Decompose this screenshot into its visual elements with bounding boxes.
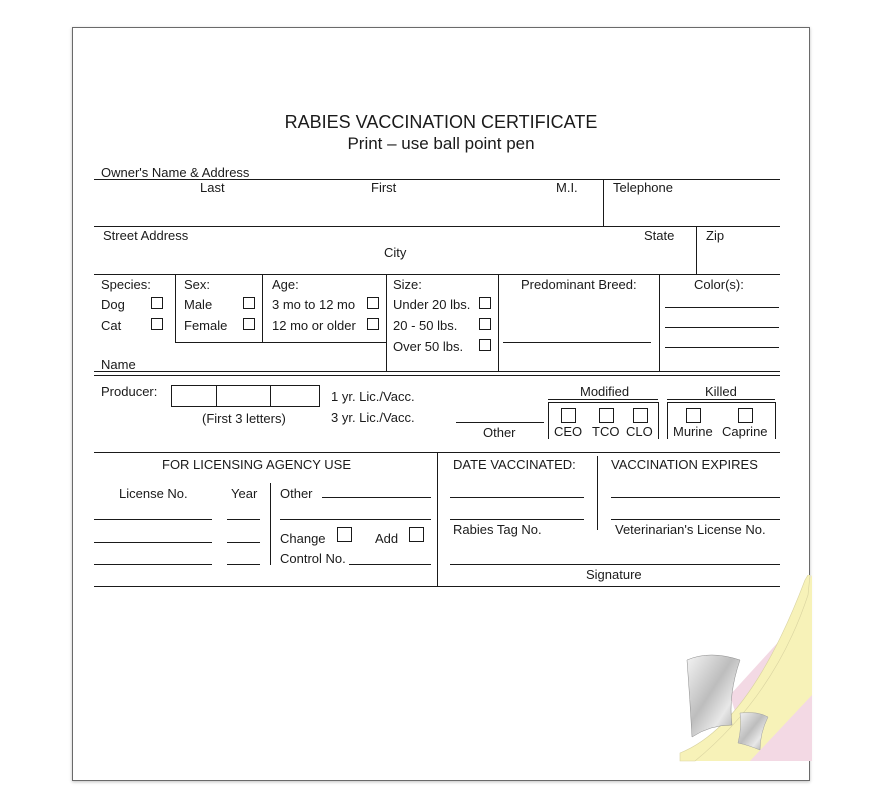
size-small-checkbox[interactable] <box>479 297 491 309</box>
street-address-label: Street Address <box>103 228 189 243</box>
page-curl-corner <box>600 575 815 790</box>
modified-clo-label: CLO <box>626 424 653 439</box>
license-no-line-1[interactable] <box>94 519 212 520</box>
killed-label: Killed <box>705 384 737 399</box>
age-young-label: 3 mo to 12 mo <box>272 297 356 312</box>
change-checkbox[interactable] <box>337 527 352 542</box>
pet-name-label: Name <box>101 357 136 372</box>
breed-label: Predominant Breed: <box>521 277 637 292</box>
age-adult-checkbox[interactable] <box>367 318 379 330</box>
size-small-label: Under 20 lbs. <box>393 297 471 312</box>
vaccination-expires-label: VACCINATION EXPIRES <box>611 457 758 472</box>
add-label: Add <box>375 531 399 546</box>
modified-clo-checkbox[interactable] <box>633 408 648 423</box>
signature-line[interactable] <box>450 564 780 565</box>
add-checkbox[interactable] <box>409 527 424 542</box>
pet-row-double-line <box>94 375 780 376</box>
date-vaccinated-label: DATE VACCINATED: <box>453 457 576 472</box>
modified-group-top <box>548 402 658 403</box>
color-input-line-2[interactable] <box>665 327 779 328</box>
producer-hint: (First 3 letters) <box>202 411 286 426</box>
owner-section-label: Owner's Name & Address <box>101 165 250 180</box>
producer-letter-box-3[interactable] <box>270 385 320 407</box>
control-no-label: Control No. <box>280 551 346 566</box>
size-large-label: Over 50 lbs. <box>393 339 464 354</box>
agency-other-line-2[interactable] <box>280 519 431 520</box>
form-subtitle: Print – use ball point pen <box>347 134 535 153</box>
age-adult-label: 12 mo or older <box>272 318 356 333</box>
species-label: Species: <box>101 277 151 292</box>
pet-name-line[interactable] <box>94 371 780 372</box>
vaccination-expires-line[interactable] <box>611 497 780 498</box>
telephone-label: Telephone <box>613 180 673 195</box>
mi-label: M.I. <box>556 180 578 195</box>
form-title: RABIES VACCINATION CERTIFICATE <box>284 112 598 132</box>
colors-label: Color(s): <box>694 277 744 292</box>
city-label: City <box>384 245 407 260</box>
date-expires-divider <box>597 456 598 530</box>
modified-ceo-checkbox[interactable] <box>561 408 576 423</box>
change-label: Change <box>280 531 326 546</box>
killed-group-right <box>775 402 776 439</box>
age-young-checkbox[interactable] <box>367 297 379 309</box>
sex-age-bottom-line <box>175 342 387 343</box>
killed-group-left <box>667 402 668 439</box>
license-no-line-3[interactable] <box>94 564 212 565</box>
age-size-divider <box>386 275 387 371</box>
modified-label: Modified <box>580 384 630 399</box>
killed-caprine-checkbox[interactable] <box>738 408 753 423</box>
sex-male-checkbox[interactable] <box>243 297 255 309</box>
license-no-line-2[interactable] <box>94 542 212 543</box>
species-cat-checkbox[interactable] <box>151 318 163 330</box>
species-dog-checkbox[interactable] <box>151 297 163 309</box>
sex-female-checkbox[interactable] <box>243 318 255 330</box>
sex-age-divider <box>262 275 263 343</box>
killed-header-line <box>667 399 775 400</box>
telephone-divider <box>603 179 604 226</box>
size-medium-label: 20 - 50 lbs. <box>393 318 458 333</box>
species-cat-label: Cat <box>101 318 122 333</box>
vaccination-expires-line-2[interactable] <box>611 519 780 520</box>
year-label: Year <box>231 486 258 501</box>
modified-ceo-label: CEO <box>554 424 583 439</box>
color-input-line-3[interactable] <box>665 347 779 348</box>
name-row-line[interactable] <box>94 226 780 227</box>
producer-letter-box-2[interactable] <box>216 385 271 407</box>
state-label: State <box>644 228 675 243</box>
modified-group-left <box>548 402 549 439</box>
age-label: Age: <box>272 277 299 292</box>
control-no-line[interactable] <box>349 564 431 565</box>
agency-other-label: Other <box>280 486 313 501</box>
license-3yr-label: 3 yr. Lic./Vacc. <box>331 410 415 425</box>
other-vaccine-label: Other <box>483 425 516 440</box>
killed-murine-label: Murine <box>673 424 713 439</box>
other-vaccine-line[interactable] <box>456 422 544 423</box>
zip-label: Zip <box>706 228 725 243</box>
breed-color-divider <box>659 275 660 371</box>
first-name-label: First <box>371 180 397 195</box>
zip-divider <box>696 226 697 274</box>
killed-murine-checkbox[interactable] <box>686 408 701 423</box>
year-line-2[interactable] <box>227 542 260 543</box>
year-line-3[interactable] <box>227 564 260 565</box>
size-large-checkbox[interactable] <box>479 339 491 351</box>
sex-label: Sex: <box>184 277 211 292</box>
agency-title: FOR LICENSING AGENCY USE <box>162 457 352 472</box>
producer-letter-box-1[interactable] <box>171 385 217 407</box>
agency-other-line[interactable] <box>322 497 431 498</box>
year-line-1[interactable] <box>227 519 260 520</box>
rabies-tag-label: Rabies Tag No. <box>453 522 542 537</box>
modified-header-line <box>548 399 658 400</box>
species-dog-label: Dog <box>101 297 125 312</box>
owner-top-line <box>94 179 780 180</box>
modified-tco-checkbox[interactable] <box>599 408 614 423</box>
modified-tco-label: TCO <box>592 424 620 439</box>
license-no-label: License No. <box>119 486 188 501</box>
size-medium-checkbox[interactable] <box>479 318 491 330</box>
date-vaccinated-line-2[interactable] <box>450 519 584 520</box>
breed-input-line[interactable] <box>503 342 651 343</box>
modified-group-right <box>658 402 659 439</box>
color-input-line-1[interactable] <box>665 307 779 308</box>
species-sex-divider <box>175 275 176 343</box>
producer-label: Producer: <box>101 384 158 399</box>
last-name-label: Last <box>200 180 225 195</box>
sex-female-label: Female <box>184 318 228 333</box>
year-other-divider <box>270 483 271 565</box>
date-vaccinated-line[interactable] <box>450 497 584 498</box>
license-1yr-label: 1 yr. Lic./Vacc. <box>331 389 415 404</box>
sex-male-label: Male <box>184 297 213 312</box>
size-label: Size: <box>393 277 422 292</box>
address-row-line[interactable] <box>94 274 780 275</box>
vet-license-label: Veterinarian's License No. <box>615 522 766 537</box>
size-breed-divider <box>498 275 499 371</box>
signature-label: Signature <box>586 567 642 582</box>
killed-caprine-label: Caprine <box>722 424 768 439</box>
killed-group-top <box>667 402 775 403</box>
agency-vaccination-divider <box>437 452 438 586</box>
